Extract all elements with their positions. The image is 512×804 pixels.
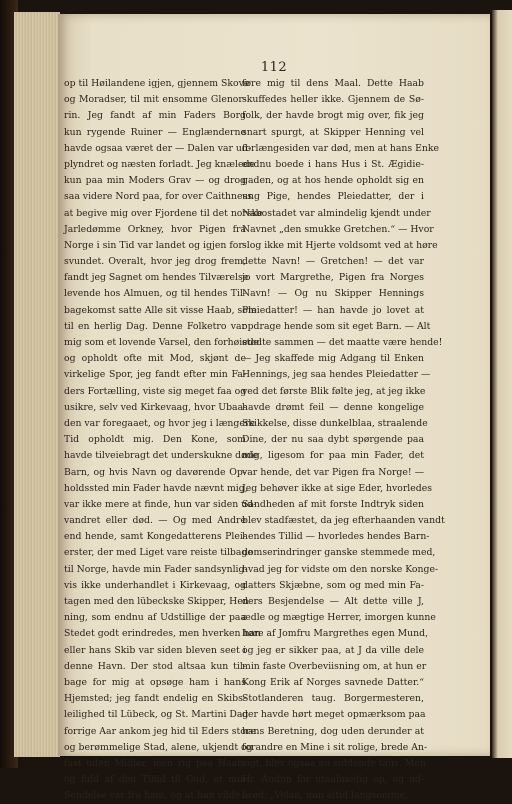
text-line: min faste Overbeviisning om, at hun er xyxy=(242,660,427,672)
text-line: bage for mig at opsøge ham i hans xyxy=(64,676,246,688)
text-line: havde drømt feil — denne kongelige xyxy=(242,401,424,413)
text-line: at begive mig over Fjordene til det norske xyxy=(64,207,263,219)
text-line: Sendelse var fra ham, og at han vilde xyxy=(64,790,241,802)
facing-page-edge xyxy=(492,10,512,758)
text-line: havde ogsaa været der — Dalen var ud- xyxy=(64,142,251,154)
text-line: var ikke mere at finde, hun var siden ud- xyxy=(64,498,257,510)
text-line: levende hos Almuen, og til hendes Til- xyxy=(64,288,246,300)
text-line: brød: „Velan, min altid langsomme, xyxy=(242,790,408,802)
text-line: Nabostadet var almindelig kjendt under xyxy=(242,207,431,219)
text-line: eller hans Skib var siden bleven seet i xyxy=(64,644,246,656)
text-line: og berømmelige Stad, alene, ukjendt og xyxy=(64,741,253,753)
text-line: Jeg behøver ikke at sige Eder, hvorledes xyxy=(242,482,432,494)
text-line: bagekomst satte Alle sit visse Haab, som xyxy=(64,304,257,316)
text-line: end hende, samt Kongedatterens Plei- xyxy=(64,531,246,543)
text-line: var hende, det var Pigen fra Norge! — xyxy=(242,466,424,478)
text-line: hvad jeg for vidste om den norske Konge- xyxy=(242,563,439,575)
text-line: Hjemsted; jeg fandt endelig en Skibs- xyxy=(64,693,246,705)
text-line: Sandheden af mit forste Indtryk siden xyxy=(242,498,424,510)
text-line: Hr. Audun for utaalmodig op, og ud- xyxy=(242,774,424,786)
text-line: ung Pige, hendes Pleiedatter, der i xyxy=(242,191,424,203)
text-line: og jeg er sikker paa, at J da ville dele xyxy=(242,644,424,656)
text-line: virkelige Spor, jeg fandt efter min Fa- xyxy=(64,369,246,381)
text-line: Tid opholdt mig. Den Kone, som xyxy=(64,434,246,446)
text-line: forrige Aar ankom jeg hid til Eders store xyxy=(64,725,256,737)
text-line: forandre en Mine i sit rolige, brede An- xyxy=(242,741,428,753)
text-line: erster, der med Liget vare reiste tilbage xyxy=(64,547,253,559)
text-line: blev stadfæstet, da jeg efterhaanden vandt xyxy=(242,515,445,527)
text-line: kun paa min Moders Grav — og drog xyxy=(64,175,246,187)
text-line: fandt jeg Sagnet om hendes Tilværelse xyxy=(64,272,249,284)
text-line: Hennings, jeg saa hendes Pleiedatter — xyxy=(242,369,431,381)
text-line: høre af Jomfru Margrethes egen Mund, xyxy=(242,628,429,640)
text-line: Kong Erik af Norges savnede Datter.“ xyxy=(242,676,424,688)
text-line: rin. Jeg fandt af min Faders Borg xyxy=(64,110,246,122)
text-line: datters Skjæbne, som og med min Fa- xyxy=(242,579,424,591)
text-line: svundet. Overalt, hvor jeg drog frem, xyxy=(64,256,246,268)
text-line: skuffedes heller ikke. Gjennem de Sø- xyxy=(242,94,424,106)
text-column-left xyxy=(64,76,263,804)
text-line: dette Navn! — Gretchen! — det var xyxy=(242,256,424,268)
text-line: op til Høilandene igjen, gjennem Skove xyxy=(64,78,250,89)
text-line: Navn! — Og nu Skipper Hennings xyxy=(242,288,424,300)
text-line: domserindringer ganske stemmede med, xyxy=(242,547,436,559)
text-line: snart spurgt, at Skipper Henning vel xyxy=(242,126,424,138)
text-line: forlængesiden var død, men at hans Enke xyxy=(242,142,440,154)
text-line: opdrage hende som sit eget Barn. — Alt xyxy=(242,320,431,332)
text-line: Pleiedatter! — han havde jo lovet at xyxy=(242,304,424,316)
text-column-right xyxy=(242,76,445,804)
text-line: endnu boede i hans Hus i St. Ægidie- xyxy=(242,158,424,170)
text-line: føre mig til dens Maal. Dette Haab xyxy=(242,78,424,89)
text-line: der havde hørt meget opmærksom paa xyxy=(242,709,426,721)
text-line: fast uden Midler, men rig paa Haab, xyxy=(64,757,246,769)
text-line: saa videre Nord paa, for over Caithness xyxy=(64,191,252,203)
text-line: Jarledømme Orkney, hvor Pigen fra xyxy=(64,223,246,235)
text-line: Norge i sin Tid var landet og igjen for- xyxy=(64,239,246,251)
text-line: mig, ligesom for paa min Fader, det xyxy=(242,450,424,462)
text-line: til Norge, havde min Fader sandsynlig- xyxy=(64,563,248,575)
text-line: ning, som endnu af Udstillige der paa xyxy=(64,612,246,624)
text-line: til en herlig Dag. Denne Folketro var xyxy=(64,320,246,332)
text-line: denne Havn. Der stod altsaa kun til- xyxy=(64,660,246,672)
text-line: Stotlanderen taug. Borgermesteren, xyxy=(242,693,424,705)
text-line: slog ikke mit Hjerte voldsomt ved at høre xyxy=(242,239,438,251)
text-line: folk, der havde brogt mig over, fik jeg xyxy=(242,110,424,122)
text-line: mig som et lovende Varsel, den forhøiede xyxy=(64,337,260,348)
text-line: hendes Tillid — hvorledes hendes Barn- xyxy=(242,531,430,543)
text-line: holdssted min Fader havde nævnt mig, xyxy=(64,482,248,494)
text-line: ders Besjendelse — Alt dette ville J, xyxy=(242,596,424,607)
text-line: vis ikke underhandlet i Kirkevaag, og xyxy=(64,579,246,591)
text-line: ders Fortælling, viste sig meget faa og xyxy=(64,385,247,397)
text-line: Skikkelse, disse dunkelblaa, straalende xyxy=(242,417,428,429)
text-line: og fuld af den Tillid til Gud, at min xyxy=(64,774,246,786)
text-line: — Jeg skaffede mig Adgang til Enken xyxy=(242,353,424,365)
text-line: usikre, selv ved Kirkevaag, hvor Ubaa- xyxy=(64,401,247,413)
text-line: Stedet godt erindredes, men hverken han xyxy=(64,628,261,640)
text-line: Navnet „den smukke Gretchen.“ — Hvor xyxy=(242,223,434,235)
text-line: og opholdt ofte mit Mod, skjønt de xyxy=(64,353,246,365)
text-line: vandret eller død. — Og med Andre xyxy=(64,515,246,527)
text-line: tagen med den lübeckske Skipper, Hen- xyxy=(64,596,252,607)
page-number: 112 xyxy=(260,60,288,75)
text-line: og Moradser, til mit ensomme Glenor- xyxy=(64,94,246,106)
page-stack-edge xyxy=(14,12,60,757)
text-line: sigt, blev ogsaa nu siddende taus. Men xyxy=(242,757,426,769)
text-line: plyndret og næsten forladt. Jeg knælede xyxy=(64,158,255,170)
text-line: leilighed til Lübeck, og St. Martini Dag xyxy=(64,709,249,721)
text-line: gaden, og at hos hende opholdt sig en xyxy=(242,175,424,187)
text-line: jo vort Margrethe, Pigen fra Norges xyxy=(242,272,424,284)
text-line: den var foregaaet, og hvor jeg i længere xyxy=(64,417,255,429)
text-line: ædle og mægtige Herrer, imorgen kunne xyxy=(242,612,436,624)
text-line: ved det første Blik følte jeg, at jeg ikke xyxy=(242,385,426,397)
text-line: hans Beretning, dog uden derunder at xyxy=(242,725,424,737)
text-line: kun rygende Ruiner — Englænderne xyxy=(64,126,246,138)
text-line: Dine, der nu saa dybt spørgende paa xyxy=(242,434,424,446)
text-line: stødte sammen — det maatte være hende! xyxy=(242,337,443,348)
text-line: Barn, og hvis Navn og davørende Op- xyxy=(64,466,246,478)
text-line: havde tilveiebragt det underskukne døde xyxy=(64,450,259,462)
